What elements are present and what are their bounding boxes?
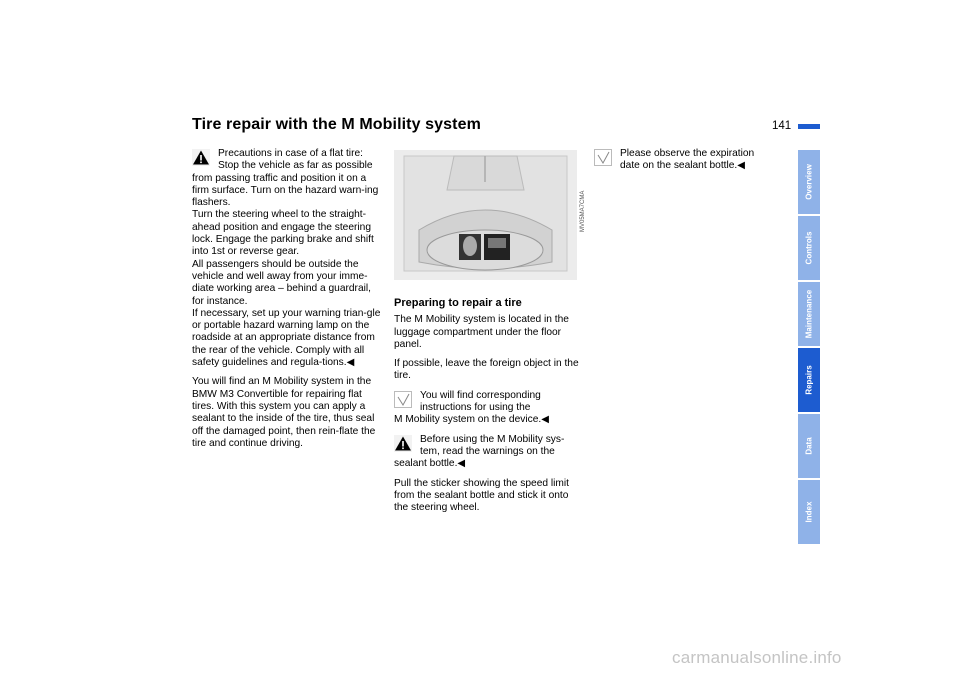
tab-data[interactable]: Data: [798, 414, 820, 478]
location-paragraph: The M Mobility system is located in the luggage compartment under the floor panel.: [394, 314, 569, 350]
sticker-paragraph: Pull the sticker showing the speed limit from the sealant bottle and stick it onto the steering wheel.: [394, 477, 569, 514]
page-number: 141: [772, 120, 792, 132]
note-block-2: [594, 148, 774, 173]
page-accent-bar: [798, 124, 820, 129]
warning-block: [192, 148, 382, 369]
warning-icon: [394, 435, 412, 452]
note-text-expiration: Please observe the expiration date on the sealant bottle.◀: [620, 148, 755, 172]
note-text-rest: M Mobility system on the device.◀: [394, 414, 550, 426]
tab-controls[interactable]: Controls: [798, 216, 820, 280]
tab-maintenance[interactable]: Maintenance: [798, 282, 820, 346]
foreign-object-paragraph: If possible, leave the foreign object in the tire.: [394, 358, 579, 382]
luggage-compartment-figure: [394, 150, 577, 280]
tab-overview[interactable]: Overview: [798, 150, 820, 214]
section-tabs: [798, 150, 820, 546]
note-block: [394, 390, 584, 427]
watermark: carmanualsonline.info: [672, 648, 842, 667]
warning-text-first-2: Before using the M Mobility sys- tem, read the warnings on the: [420, 433, 565, 457]
warning-block-2: [394, 434, 584, 471]
section-heading: Preparing to repair a tire: [394, 297, 522, 309]
note-text-first: You will find corresponding instructions for using the: [420, 389, 541, 414]
intro-paragraph: You will find an M Mobility system in the BMW M3 Convertible for repairing flat tires. With this system you can apply a sealant to the inside of the tire, thus seal off the damaged point, then rein-flate the tire and continue driving.: [192, 376, 376, 449]
page-title: Tire repair with the M Mobility system: [192, 116, 481, 133]
warning-text-first: Precautions in case of a flat tire: Stop the vehicle as far as possible: [218, 148, 373, 172]
column-middle: [394, 297, 584, 521]
tab-index[interactable]: Index: [798, 480, 820, 544]
tab-repairs[interactable]: Repairs: [798, 348, 820, 412]
note-icon: [594, 149, 612, 166]
warning-icon: [192, 149, 210, 166]
warning-text-rest-2: sealant bottle.◀: [394, 458, 466, 470]
warning-text-rest: from passing traffic and position it on a firm surface. Turn on the hazard warn-ing flashers. Turn the steering wheel to the straight-ahead position and engage the steering lock. Engage the parking brake and shift into 1st or reverse gear. All passengers should be outside the vehicle and well away from your imme-diate working area – behind a guardrail, for instance. If necessary, set up your warning trian-gle or portable hazard warning lamp on the roadside at an appropriate distance from the rear of the vehicle. Comply with all safety guidelines and regula-tions.◀: [192, 172, 381, 369]
column-left: [192, 148, 382, 457]
figure-code: MV05MA7CMA: [580, 190, 586, 232]
column-right: [594, 148, 774, 173]
note-icon: [394, 391, 412, 408]
